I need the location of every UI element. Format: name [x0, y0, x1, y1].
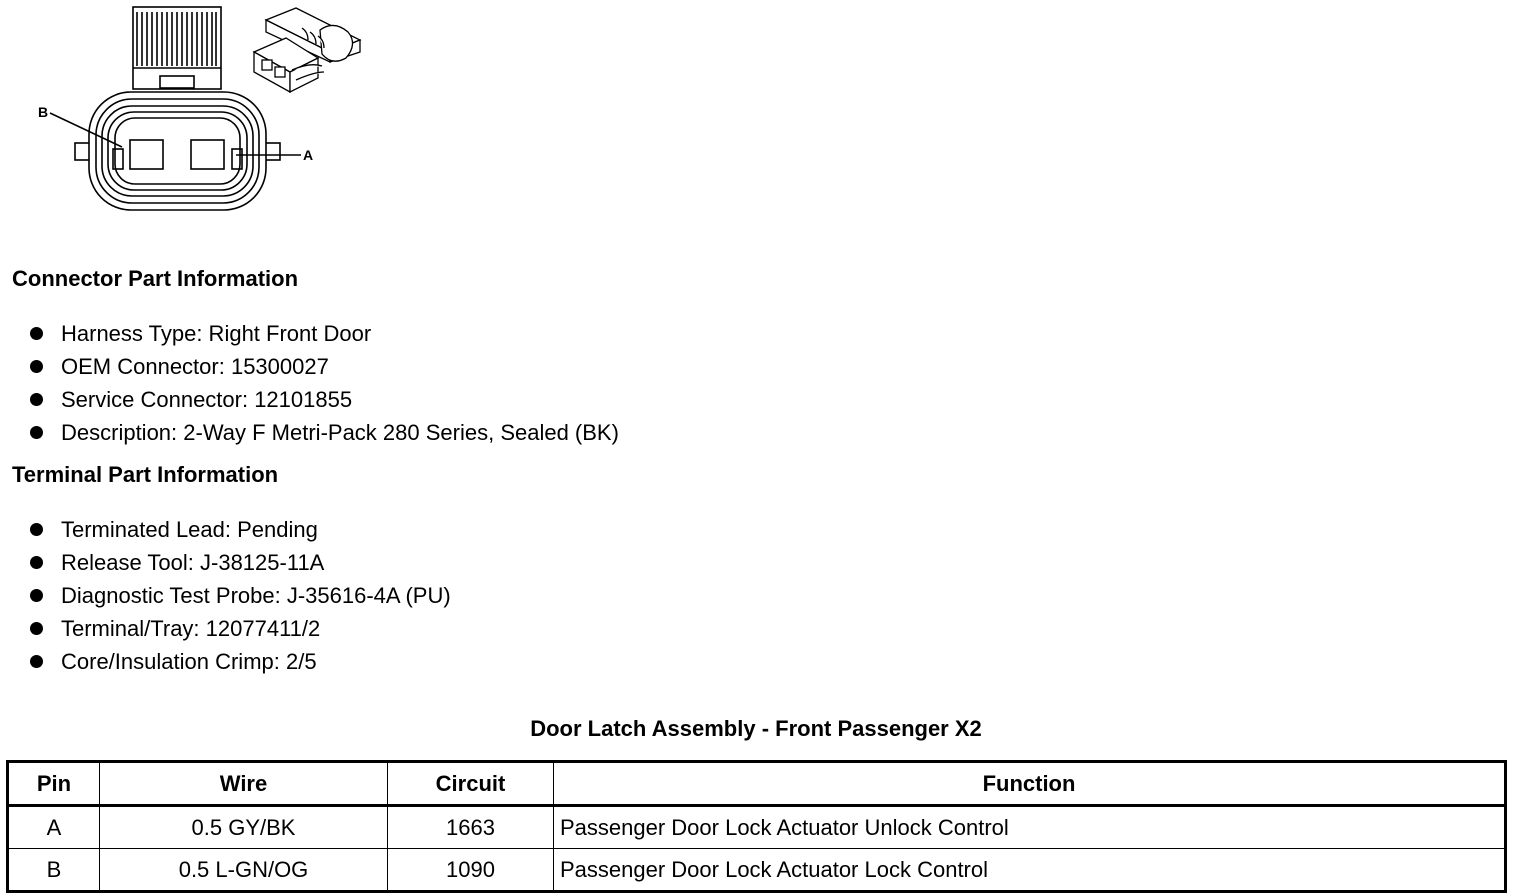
cell-function: Passenger Door Lock Actuator Unlock Control [554, 806, 1506, 849]
table-row [8, 849, 1506, 892]
bullet-icon [30, 622, 43, 635]
cell-pin: A [8, 806, 100, 849]
bullet-icon [30, 360, 43, 373]
list-item-text: Terminal/Tray: 12077411/2 [61, 616, 321, 641]
list-item [28, 612, 451, 645]
list-item [28, 513, 451, 546]
cell-circuit: 1090 [388, 849, 554, 892]
terminal-part-info-list [28, 513, 451, 678]
bullet-icon [30, 426, 43, 439]
bullet-icon [30, 523, 43, 536]
list-item-text: Service Connector: 12101855 [61, 387, 353, 412]
cell-wire: 0.5 L-GN/OG [100, 849, 388, 892]
connector-diagram [0, 0, 380, 220]
list-item [28, 317, 619, 350]
connector-part-info-list [28, 317, 619, 449]
list-item-text: Core/Insulation Crimp: 2/5 [61, 649, 317, 674]
connector-body [89, 92, 266, 210]
cell-pin: B [8, 849, 100, 892]
list-item [28, 383, 619, 416]
bullet-icon [30, 655, 43, 668]
column-header-circuit: Circuit [388, 762, 554, 806]
bullet-icon [30, 393, 43, 406]
table-row [8, 806, 1506, 849]
list-item-text: Diagnostic Test Probe: J-35616-4A (PU) [61, 583, 451, 608]
connector-latch [133, 7, 221, 89]
list-item [28, 416, 619, 449]
terminal-cavity-a [191, 140, 224, 169]
list-item [28, 579, 451, 612]
column-header-wire: Wire [100, 762, 388, 806]
connector-isometric-view [254, 8, 360, 92]
connector-part-info-heading: Connector Part Information [12, 266, 299, 291]
list-item-text: OEM Connector: 15300027 [61, 354, 329, 379]
list-item-text: Description: 2-Way F Metri-Pack 280 Series, Sealed (BK) [61, 420, 619, 445]
terminal-cavity-b [130, 140, 163, 169]
pin-label-a: A [303, 147, 314, 163]
pin-label-b: B [38, 104, 49, 120]
list-item [28, 350, 619, 383]
list-item [28, 546, 451, 579]
table-header-row [8, 762, 1506, 806]
list-item [28, 645, 451, 678]
cell-wire: 0.5 GY/BK [100, 806, 388, 849]
list-item-text: Release Tool: J-38125-11A [61, 550, 325, 575]
bullet-icon [30, 327, 43, 340]
bullet-icon [30, 556, 43, 569]
column-header-pin: Pin [8, 762, 100, 806]
terminal-part-info-heading: Terminal Part Information [12, 462, 279, 487]
bullet-icon [30, 589, 43, 602]
list-item-text: Harness Type: Right Front Door [61, 321, 372, 346]
list-item-text: Terminated Lead: Pending [61, 517, 318, 542]
cell-circuit: 1663 [388, 806, 554, 849]
pinout-table-title: Door Latch Assembly - Front Passenger X2 [530, 716, 982, 741]
cell-function: Passenger Door Lock Actuator Lock Control [554, 849, 1506, 892]
column-header-function: Function [554, 762, 1506, 806]
pinout-table [6, 760, 1507, 893]
